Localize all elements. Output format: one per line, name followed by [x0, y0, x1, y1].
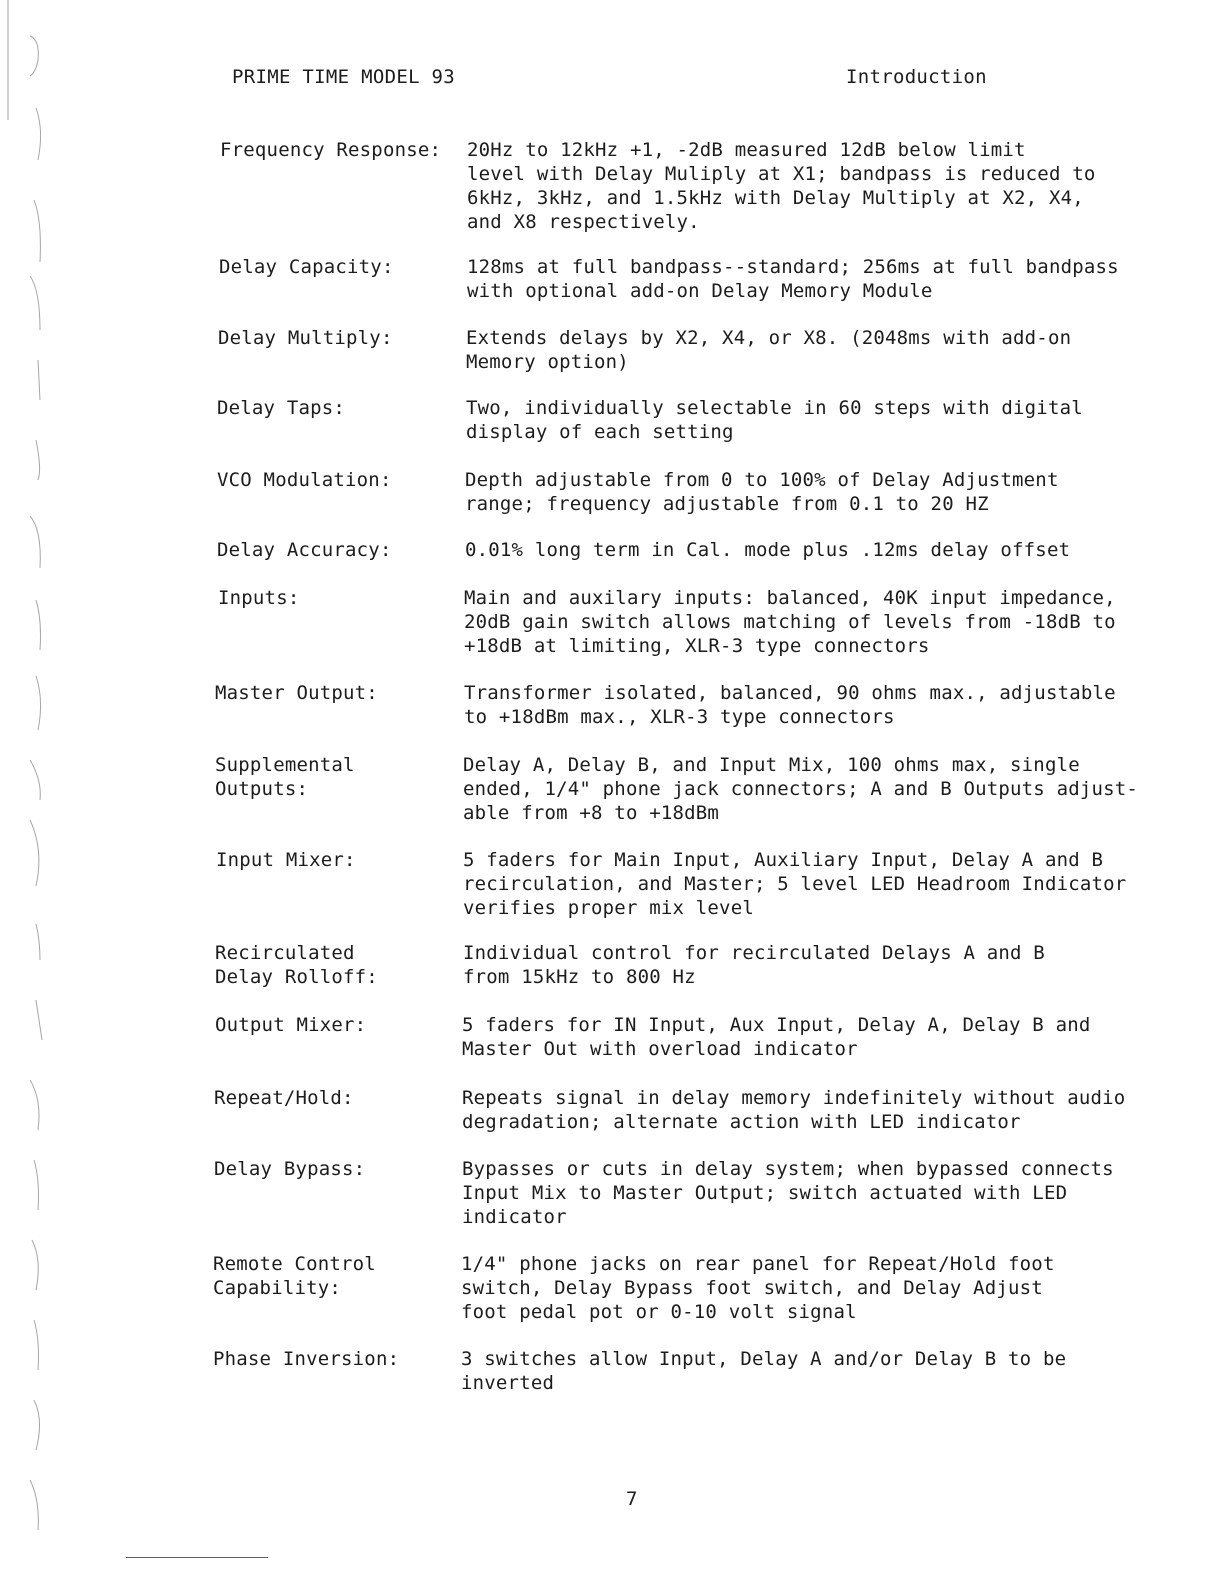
spec-value: 3 switches allow Input, Delay A and/or Delay B to be inverted [461, 1348, 1067, 1394]
spec-value: Delay A, Delay B, and Input Mix, 100 ohms max, single ended, 1/4" phone jack connectors; A and B Outputs adjust- able from +8 to +18dBm [463, 754, 1139, 824]
binding-edge-marks [0, 0, 70, 1584]
document-title: PRIME TIME MODEL 93 [232, 66, 456, 88]
spec-label: Delay Multiply: [218, 327, 393, 349]
spec-label: Delay Bypass: [214, 1158, 366, 1180]
spec-label: Repeat/Hold: [214, 1087, 354, 1109]
spec-value: 20Hz to 12kHz +1, -2dB measured 12dB below limit level with Delay Muliply at X1; bandpass is reduced to 6kHz, 3kHz, and 1.5kHz with Delay Multiply at X2, X4, and X8 respectively. [467, 139, 1096, 233]
spec-label: Delay Capacity: [219, 256, 394, 278]
spec-value: 1/4" phone jacks on rear panel for Repeat/Hold foot switch, Delay Bypass foot switch, and Delay Adjust foot pedal pot or 0-10 volt signal [461, 1253, 1055, 1323]
spec-value: Transformer isolated, balanced, 90 ohms max., adjustable to +18dBm max., XLR-3 type connectors [464, 682, 1116, 728]
spec-label: Input Mixer: [216, 849, 356, 871]
spec-value: Repeats signal in delay memory indefinitely without audio degradation; alternate action with LED indicator [462, 1087, 1126, 1133]
section-title: Introduction [846, 66, 987, 88]
spec-value: Bypasses or cuts in delay system; when bypassed connects Input Mix to Master Output; switch actuated with LED indicator [462, 1158, 1114, 1228]
spec-value: Two, individually selectable in 60 steps with digital display of each setting [466, 397, 1083, 443]
spec-value: 0.01% long term in Cal. mode plus .12ms delay offset [465, 539, 1071, 561]
footer-rule [126, 1557, 268, 1558]
spec-label: VCO Modulation: [217, 469, 392, 491]
spec-label: Phase Inversion: [213, 1348, 400, 1370]
spec-value: 128ms at full bandpass--standard; 256ms at full bandpass with optional add-on Delay Memory Module [467, 256, 1119, 302]
spec-value: Depth adjustable from 0 to 100% of Delay Adjustment range; frequency adjustable from 0.1 to 20 HZ [465, 469, 1059, 515]
spec-label: Master Output: [215, 682, 378, 704]
spec-label: Delay Taps: [217, 397, 346, 419]
spec-label: Output Mixer: [215, 1014, 367, 1036]
spec-label: Remote Control Capability: [213, 1253, 376, 1299]
page-number: 7 [626, 1488, 638, 1510]
spec-value: 5 faders for Main Input, Auxiliary Input, Delay A and B recirculation, and Master; 5 level LED Headroom Indicator verifies proper mix level [463, 849, 1127, 919]
spec-value: 5 faders for IN Input, Aux Input, Delay A, Delay B and Master Out with overload indicator [462, 1014, 1091, 1060]
spec-label: Inputs: [218, 587, 300, 609]
spec-label: Frequency Response: [220, 139, 442, 161]
spec-label: Recirculated Delay Rolloff: [215, 942, 378, 988]
spec-label: Delay Accuracy: [217, 539, 392, 561]
spec-value: Main and auxilary inputs: balanced, 40K input impedance, 20dB gain switch allows matching of levels from -18dB to +18dB at limiting, XLR-3 type connectors [464, 587, 1116, 657]
spec-value: Individual control for recirculated Delays A and B from 15kHz to 800 Hz [463, 942, 1045, 988]
spec-value: Extends delays by X2, X4, or X8. (2048ms with add-on Memory option) [466, 327, 1072, 373]
spec-label: Supplemental Outputs: [215, 754, 355, 800]
